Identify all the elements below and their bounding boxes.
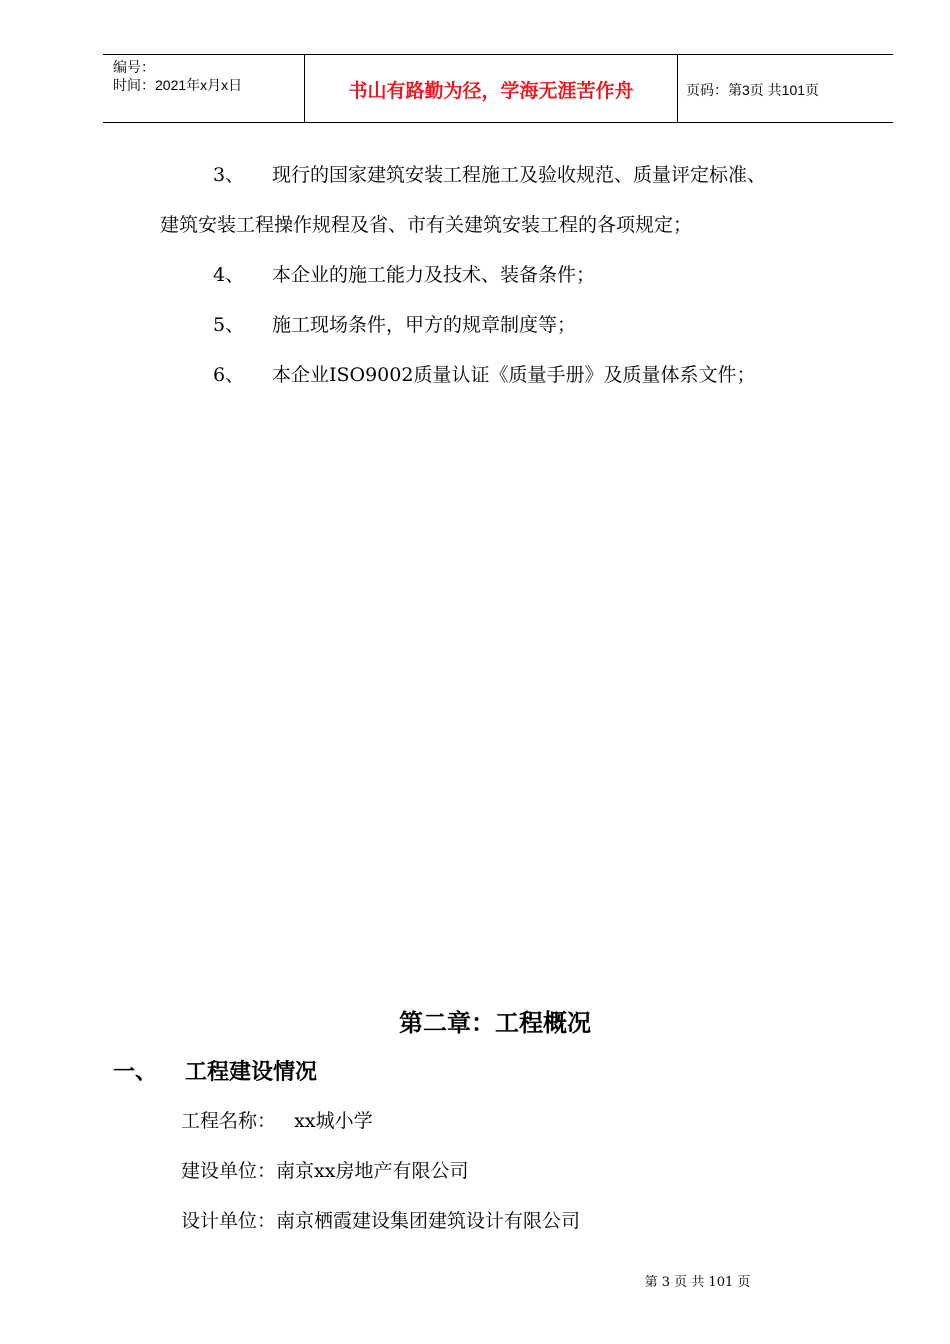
info-value: 南京栖霞建设集团建筑设计有限公司 [276,1210,581,1232]
list-item-number: 5、 [213,314,245,336]
project-info-row [181,1156,468,1183]
section-heading [113,1055,317,1086]
list-item-text: 本企业的施工能力及技术、装备条件； [272,264,596,286]
info-label: 建设单位： [181,1160,277,1182]
header-page-info: 页码：第3页 共101页 [686,82,820,98]
header-motto: 书山有路勤为径，学海无涯苦作舟 [348,80,634,102]
header-bottom-rule [103,122,893,123]
list-item-number: 3、 [213,164,245,186]
list-item-text: 施工现场条件，甲方的规章制度等； [272,314,577,336]
project-info-row [181,1106,373,1133]
section-title: 工程建设情况 [185,1060,318,1085]
list-item-text: 本企业ISO9002质量认证《质量手册》及质量体系文件； [272,364,756,386]
header-meta [113,58,242,94]
info-label: 设计单位： [181,1210,277,1232]
project-info-row [181,1206,580,1233]
info-label: 工程名称： [181,1110,277,1132]
date-label: 时间：2021年x月x日 [113,77,243,93]
list-item-number: 6、 [213,364,245,386]
list-item-text: 现行的国家建筑安装工程施工及验收规范、质量评定标准、 [272,164,767,186]
chapter-title: 第二章：工程概况 [399,1009,591,1037]
serial-label: 编号： [113,59,155,75]
page-footer: 第 3 页 共 101 页 [644,1275,751,1290]
section-number: 一、 [113,1060,158,1085]
list-item-number: 4、 [213,264,245,286]
info-value: xx城小学 [276,1110,373,1132]
header-top-rule [103,54,893,55]
list-item-continuation: 建筑安装工程操作规程及省、市有关建筑安装工程的各项规定； [160,214,693,236]
info-value: 南京xx房地产有限公司 [276,1160,469,1182]
